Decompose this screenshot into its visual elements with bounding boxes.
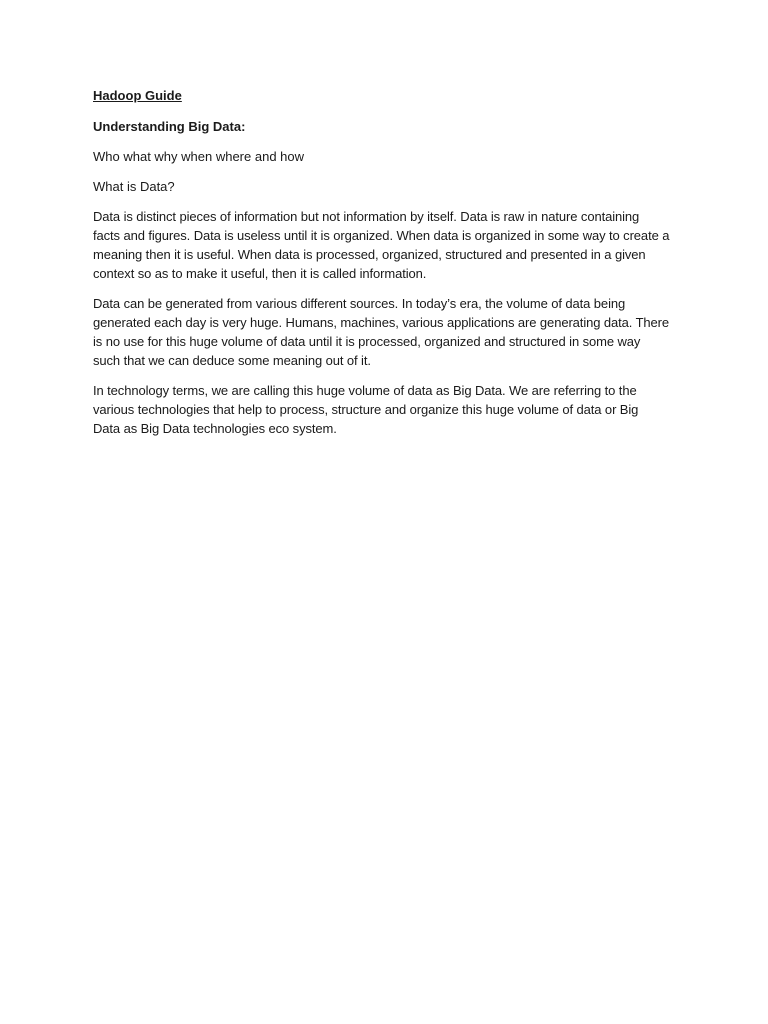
document-body bbox=[93, 86, 683, 449]
paragraph-line: In technology terms, we are calling this huge volume of data as Big Data. We are referring to the bbox=[93, 383, 637, 398]
section-heading: Understanding Big Data: bbox=[93, 119, 246, 134]
question-heading: What is Data? bbox=[93, 179, 175, 194]
paragraph-line: context so as to make it useful, then it is called information. bbox=[93, 266, 427, 281]
paragraph-line: Data as Big Data technologies eco system. bbox=[93, 421, 337, 436]
paragraph-line: Data is distinct pieces of information but not information by itself. Data is raw in nature containing bbox=[93, 209, 640, 224]
subtitle-line: Who what why when where and how bbox=[93, 149, 305, 164]
paragraph-line: generated each day is very huge. Humans, machines, various applications are generating data. There bbox=[93, 315, 670, 330]
paragraph-line: is no use for this huge volume of data until it is processed, organized and structured in some way bbox=[93, 334, 641, 349]
paragraph-line: various technologies that help to process, structure and organize this huge volume of data or Big bbox=[93, 402, 639, 417]
paragraph-line: such that we can deduce some meaning out of it. bbox=[93, 353, 371, 368]
paragraph-line: facts and figures. Data is useless until it is organized. When data is organized in some way to create a bbox=[93, 228, 670, 243]
paragraph-line: Data can be generated from various different sources. In today’s era, the volume of data being bbox=[93, 296, 626, 311]
paragraph-2 bbox=[93, 294, 683, 370]
paragraph-3 bbox=[93, 381, 683, 438]
paragraph-1 bbox=[93, 207, 683, 283]
paragraph-line: meaning then it is useful. When data is processed, organized, structured and presented in a given bbox=[93, 247, 646, 262]
document-title: Hadoop Guide bbox=[93, 88, 182, 103]
